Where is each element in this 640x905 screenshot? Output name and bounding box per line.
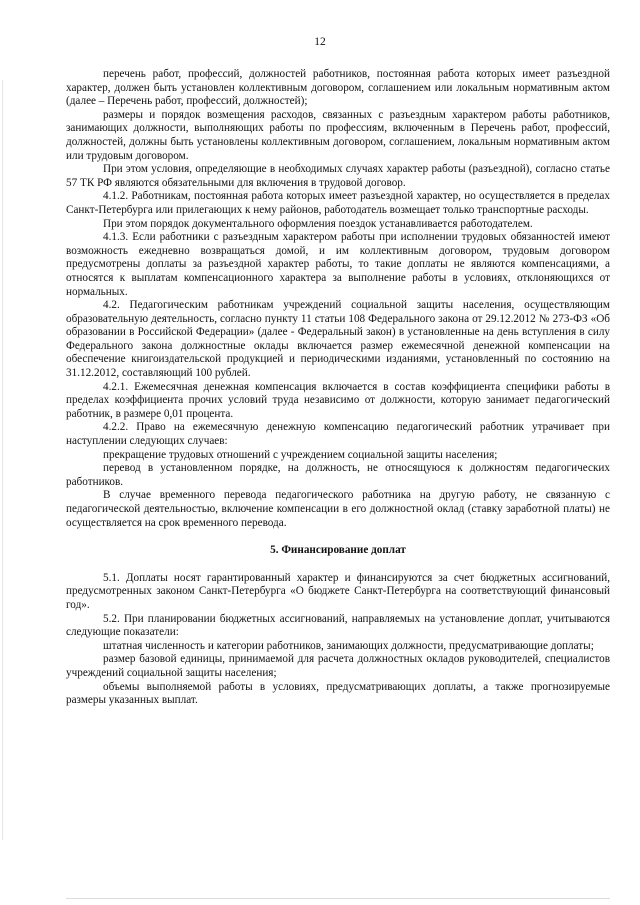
paragraph: В случае временного перевода педагогического работника на другую работу, не связанную с педагогической деятельностью, включение компенсации в его должностной оклад (ставку заработной платы) не осуществляется на срок временного перевода.: [66, 489, 610, 529]
paragraph: При этом порядок документального оформления поездок устанавливается работодателем.: [103, 217, 533, 230]
paragraph: 4.1.3. Если работники с разъездным характером работы при исполнении трудовых обязанностей имеют возможность ежедневно возвращаться домой, и им коллективным договором, трудовым договором предусмотрены доплаты за разъездной характер работы, то такие доплаты не являются компенсациями, а относятся к выплатам компенсационного характера за выполнение работы в условиях, отклоняющихся от нормальных.: [66, 231, 610, 298]
paragraph: объемы выполняемой работы в условиях, предусматривающих доплаты, а также прогнозируемые размеры указанных выплат.: [66, 680, 610, 707]
paragraph: 4.2.2. Право на ежемесячную денежную компенсацию педагогический работник утрачивает при наступлении следующих случаев:: [66, 421, 610, 448]
paragraph: 4.2. Педагогическим работникам учреждений социальной защиты населения, осуществляющим образовательную деятельность, согласно пункту 11 статьи 108 Федерального закона от 29.12.2012 № 273-ФЗ «Об образовании в Российской Федерации» (далее - Федеральный закон) в установленные на день вступления в силу Федерального закона должностные оклады включается размер ежемесячной денежной компенсации на обеспечение книгоиздательской продукцией и периодическими изданиями, установленный по состоянию на 31.12.2012, составляющий 100 рублей.: [66, 299, 610, 380]
document-body: [66, 68, 610, 708]
paragraph: 5.1. Доплаты носят гарантированный характер и финансируются за счет бюджетных ассигнований, предусмотренных законом Санкт-Петербурга «О бюджете Санкт-Петербурга на соответствующий финансовый год».: [66, 571, 610, 611]
section-heading: 5. Финансирование доплат: [270, 544, 406, 557]
scan-bottom-line: [66, 898, 610, 899]
paragraph: штатная численность и категории работников, занимающих должности, предусматривающие доплаты;: [103, 639, 594, 652]
paragraph: размер базовой единицы, принимаемой для расчета должностных окладов руководителей, специалистов учреждений социальной защиты населения;: [66, 653, 610, 679]
paragraph: 4.2.1. Ежемесячная денежная компенсация включается в состав коэффициента специфики работы в пределах коэффициента прочих условий труда независимо от должности, которую занимает педагогический работник, в размере 0,01 процента.: [66, 380, 610, 420]
paragraph: размеры и порядок возмещения расходов, связанных с разъездным характером работы работников, занимающих должности, выполняющих работы по профессиям, включенным в Перечень работ, профессий, должностей, должны быть установлены коллективным договором, соглашением, локальным нормативным актом или трудовым договором.: [66, 108, 610, 162]
paragraph: перевод в установленном порядке, на должность, не относящуюся к должностям педагогических работников.: [66, 462, 610, 488]
paragraph: 4.1.2. Работникам, постоянная работа которых имеет разъездной характер, но осуществляется в пределах Санкт-Петербурга или прилегающих к нему районов, работодатель возмещает только транспортные расходы.: [66, 190, 610, 216]
paragraph: прекращение трудовых отношений с учреждением социальной защиты населения;: [103, 448, 498, 461]
page-number: 12: [314, 36, 326, 48]
paragraph: 5.2. При планировании бюджетных ассигнований, направляемых на установление доплат, учитываются следующие показатели:: [66, 612, 610, 639]
paragraph: перечень работ, профессий, должностей работников, постоянная работа которых имеет разъездной характер, должен быть установлен коллективным договором, соглашением или локальным нормативным актом (далее – Перечень работ, профессий, должностей);: [66, 68, 610, 108]
scan-edge-line: [2, 80, 3, 840]
paragraph: При этом условия, определяющие в необходимых случаях характер работы (разъездной), согласно статье 57 ТК РФ являются обязательными для включения в трудовой договор.: [66, 163, 610, 189]
